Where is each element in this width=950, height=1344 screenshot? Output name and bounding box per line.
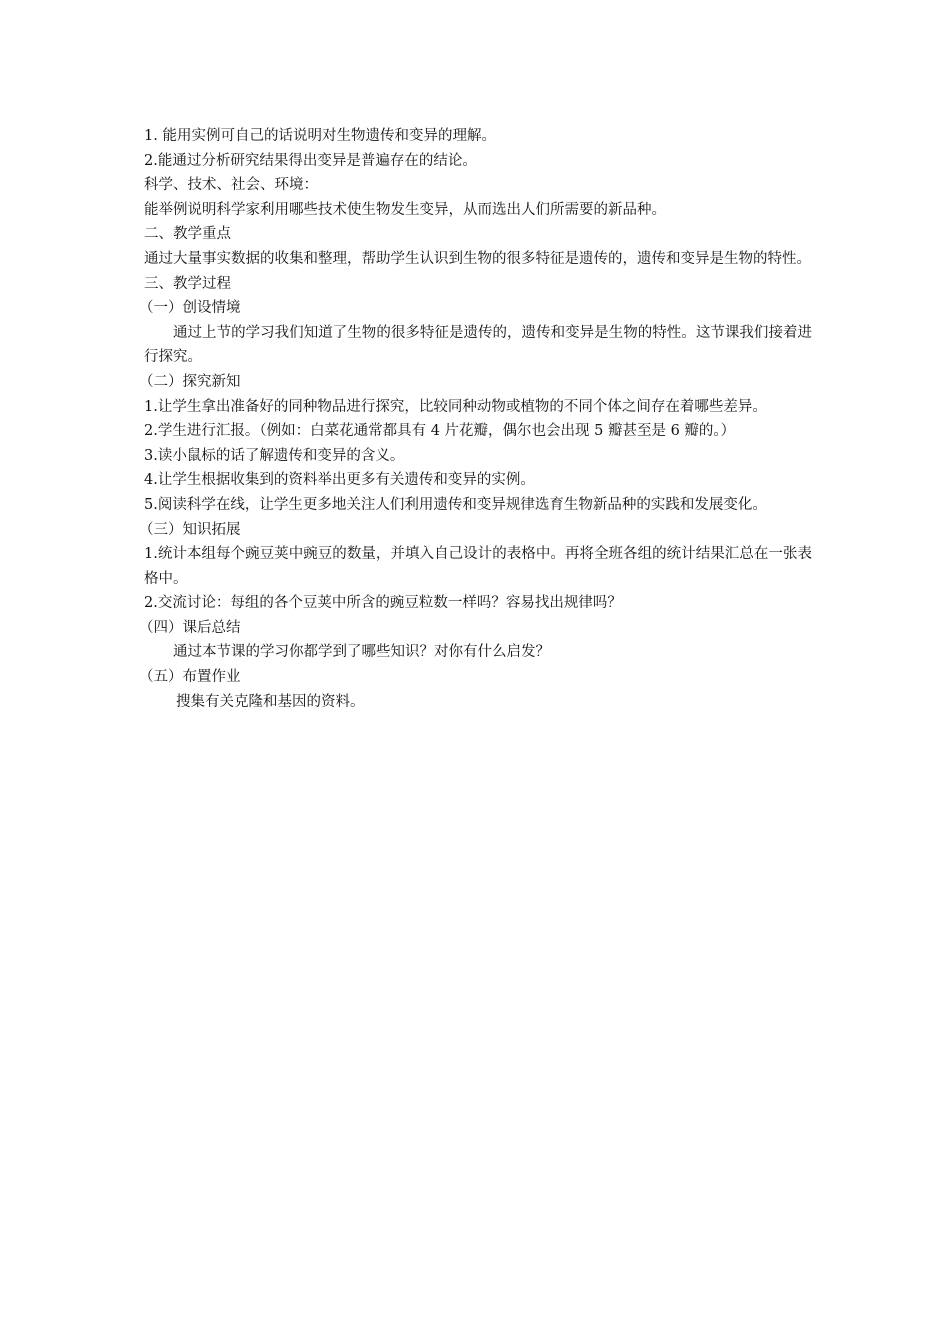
extension-step-1: 1.统计本组每个豌豆荚中豌豆的数量，并填入自己设计的表格中。再将全班各组的统计结果汇总在一张表格中。 (144, 546, 812, 587)
subheading-homework: （五）布置作业 (139, 669, 241, 686)
explore-step-3: 3.读小鼠标的话了解遗传和变异的含义。 (144, 447, 405, 464)
sts-heading: 科学、技术、社会、环境： (144, 177, 318, 194)
explore-step-4: 4.让学生根据收集到的资料举出更多有关遗传和变异的实例。 (144, 472, 535, 489)
scenario-text: 通过上节的学习我们知道了生物的很多特征是遗传的，遗传和变异是生物的特性。这节课我们接着进行探究。 (144, 324, 812, 366)
homework-text: 搜集有关克隆和基因的资料。 (176, 693, 365, 710)
objective-1: 1. 能用实例可自己的话说明对生物遗传和变异的理解。 (144, 128, 496, 144)
subheading-explore: （二）探究新知 (139, 373, 241, 390)
section-heading-process: 三、教学过程 (144, 275, 231, 292)
summary-text: 通过本节课的学习你都学到了哪些知识？对你有什么启发？ (173, 644, 550, 661)
extension-step-2: 2.交流讨论：每组的各个豆荚中所含的豌豆粒数一样吗？容易找出规律吗？ (144, 595, 622, 612)
section-heading-key-points: 二、教学重点 (144, 226, 231, 243)
explore-step-5: 5.阅读科学在线，让学生更多地关注人们利用遗传和变异规律选育生物新品种的实践和发展变化。 (144, 496, 767, 513)
document-body (139, 124, 812, 714)
explore-step-2: 2.学生进行汇报。（例如：白菜花通常都具有 4 片花瓣，偶尔也会出现 5 瓣甚至是 6 瓣的。） (144, 423, 736, 440)
objective-2: 2.能通过分析研究结果得出变异是普遍存在的结论。 (144, 152, 477, 169)
explore-step-1: 1.让学生拿出准备好的同种物品进行探究，比较同种动物或植物的不同个体之间存在着哪些差异。 (144, 398, 767, 415)
key-points-text: 通过大量事实数据的收集和整理，帮助学生认识到生物的很多特征是遗传的，遗传和变异是生物的特性。 (144, 250, 811, 267)
sts-text: 能举例说明科学家利用哪些技术使生物发生变异，从而选出人们所需要的新品种。 (144, 201, 666, 218)
subheading-summary: （四）课后总结 (139, 619, 241, 636)
subheading-scenario: （一）创设情境 (139, 300, 241, 317)
subheading-extension: （三）知识拓展 (139, 521, 241, 538)
